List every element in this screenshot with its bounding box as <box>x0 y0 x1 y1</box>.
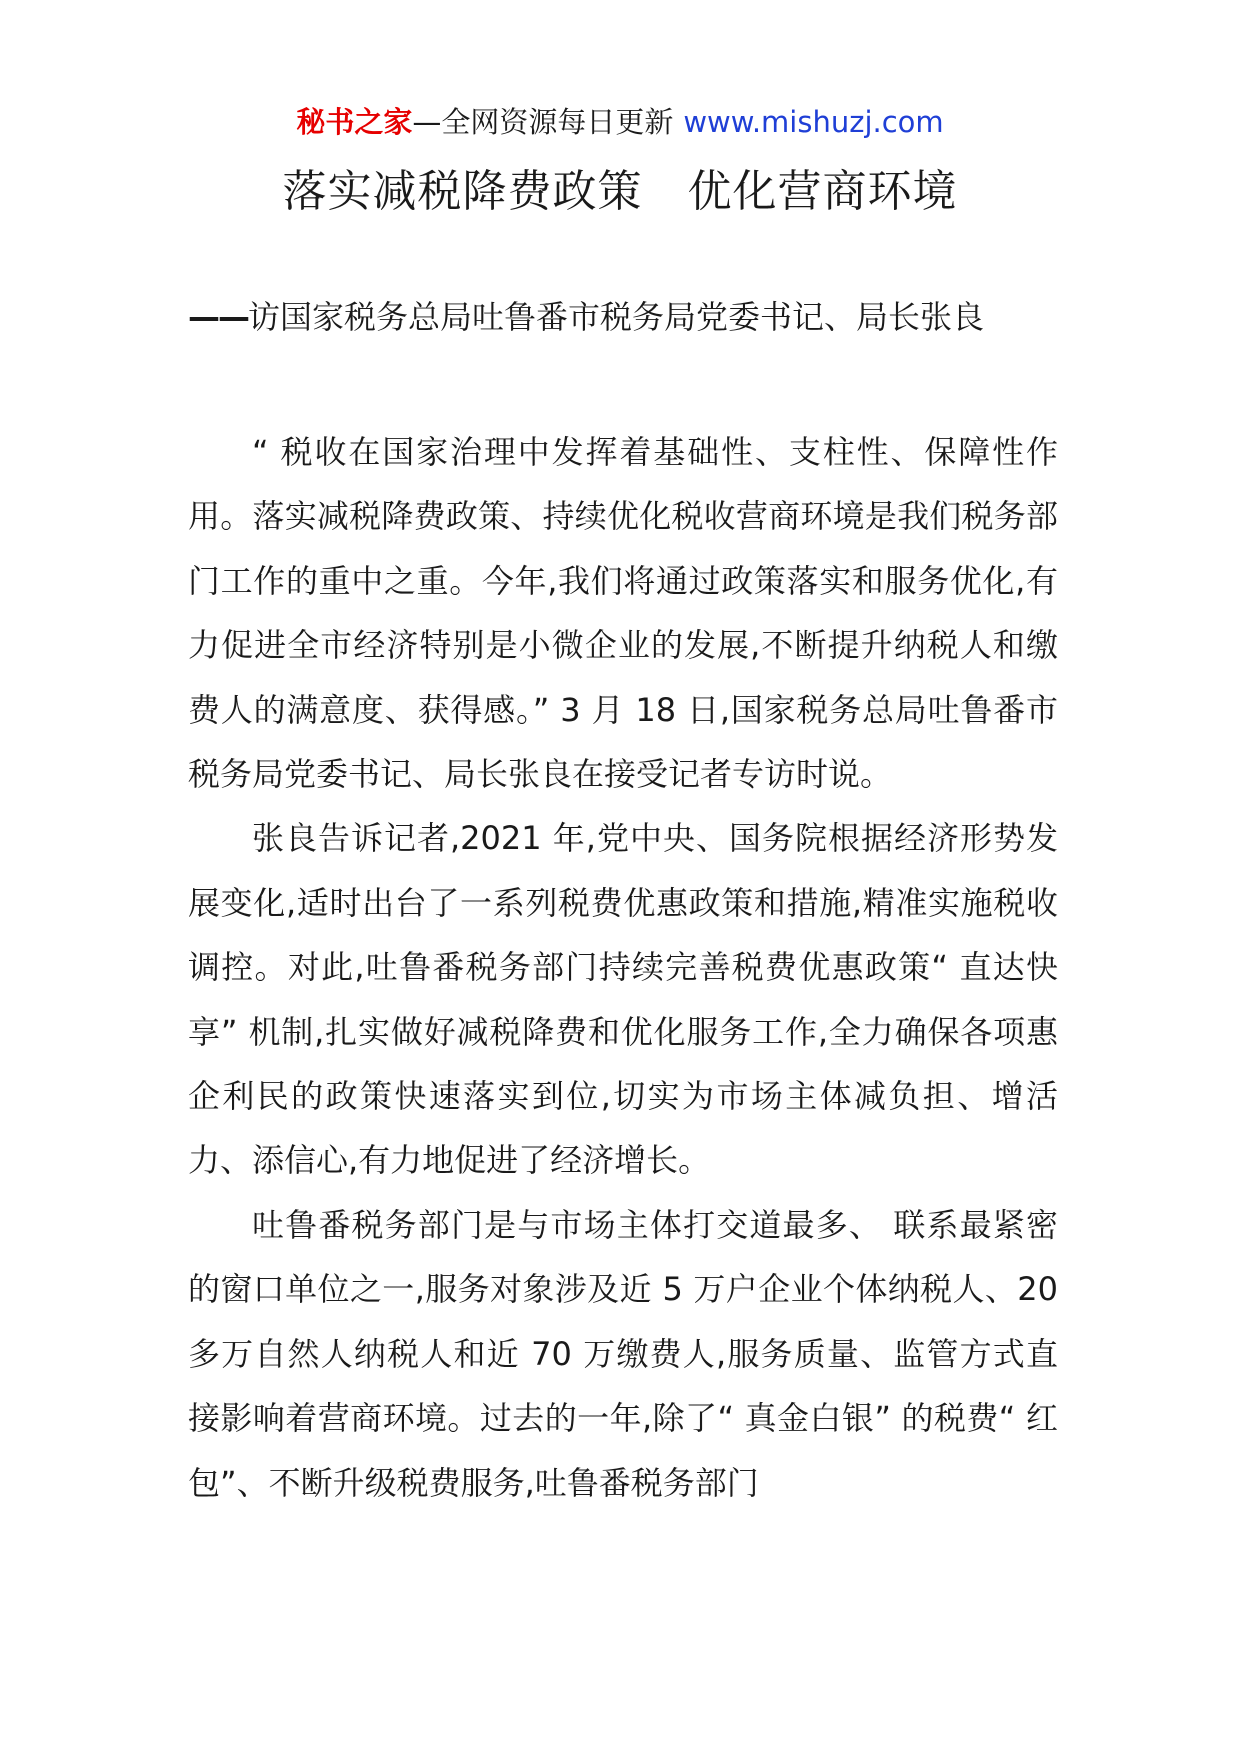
document-body <box>188 420 1058 1515</box>
document-title: 落实减税降费政策 优化营商环境 <box>282 166 958 217</box>
subtitle-dash: —— <box>188 298 248 336</box>
site-brand: 秘书之家 <box>296 105 413 139</box>
body-paragraph: “ 税收在国家治理中发挥着基础性、支柱性、保障性作用。落实减税降费政策、持续优化税收营商环境是我们税务部门工作的重中之重。今年,我们将通过政策落实和服务优化,有力促进全市经济特别是小微企业的发展,不断提升纳税人和缴费人的满意度、获得感。” 3 月 18 日,国家税务总局吐鲁番市税务局党委书记、局长张良在接受记者专访时说。 <box>188 433 1058 794</box>
body-paragraph: 张良告诉记者,2021 年,党中央、国务院根据经济形势发展变化,适时出台了一系列税费优惠政策和措施,精准实施税收调控。对此,吐鲁番税务部门持续完善税费优惠政策“ 直达快享” 机制,扎实做好减税降费和优化服务工作,全力确保各项惠企利民的政策快速落实到位,切实为市场主体减负担、增活力、添信心,有力地促进了经济增长。 <box>188 819 1058 1180</box>
document-subtitle <box>188 295 1068 339</box>
site-url-link[interactable]: www.mishuzj.com <box>683 105 944 139</box>
site-tagline: —全网资源每日更新 <box>412 105 674 139</box>
subtitle-text: 访国家税务总局吐鲁番市税务局党委书记、局长张良 <box>248 298 985 336</box>
site-header <box>0 102 1240 142</box>
body-paragraph: 吐鲁番税务部门是与市场主体打交道最多、 联系最紧密的窗口单位之一,服务对象涉及近 5 万户企业个体纳税人、20 多万自然人纳税人和近 70 万缴费人,服务质量、监管方式直接影响着营商环境。过去的一年,除了“ 真金白银” 的税费“ 红包”、不断升级税费服务,吐鲁番税务部门 <box>188 1205 1058 1502</box>
